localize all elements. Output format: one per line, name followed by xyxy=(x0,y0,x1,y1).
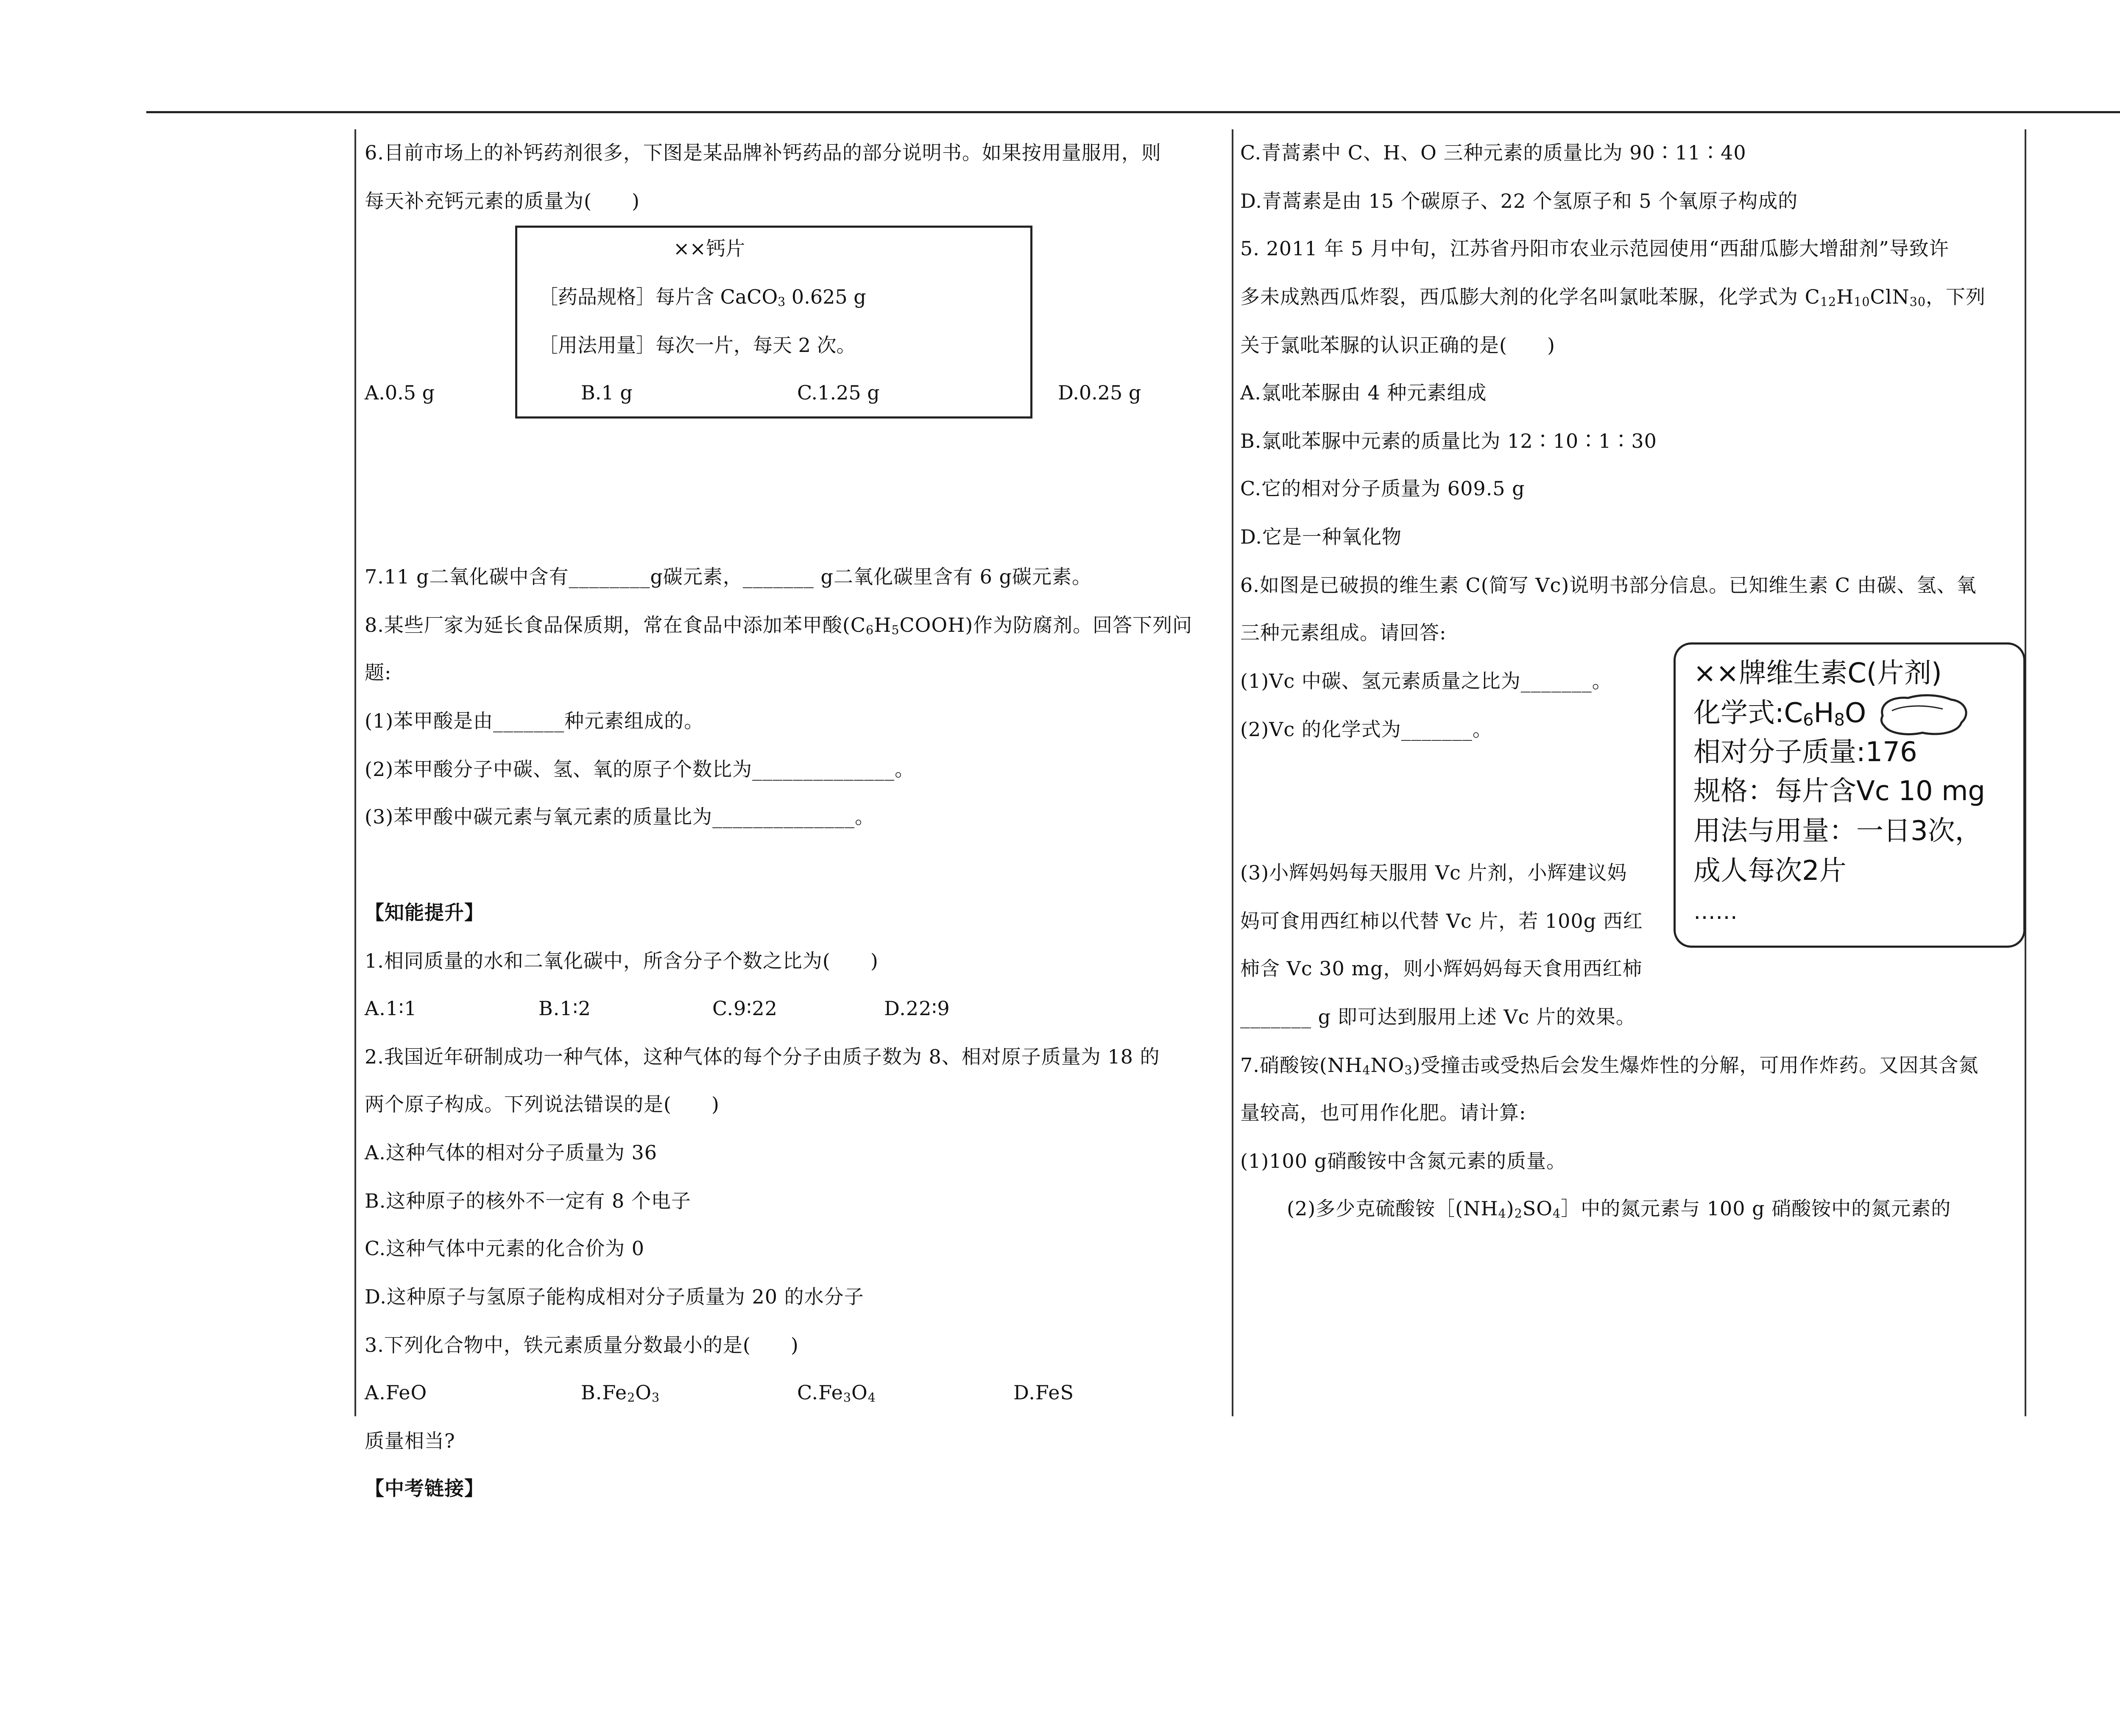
vitamin-c-label xyxy=(1674,642,2025,948)
q6-option-b: B.1 g xyxy=(581,381,633,404)
q5-option-a: A.氯吡苯脲由 4 种元素组成 xyxy=(1240,381,1487,404)
carry-over-text: 质量相当? xyxy=(365,1429,455,1452)
vc-part-1: (1)Vc 中碳、氢元素质量之比为_______。 xyxy=(1240,670,1612,692)
question-6-right-text-cont: 三种元素组成。请回答: xyxy=(1240,621,1447,644)
vc-part-3-cont: 妈可食用西红柿以代替 Vc 片，若 100g 西红 xyxy=(1240,910,1643,932)
improve-q1-option-a: A.1∶1 xyxy=(365,997,417,1020)
question-5-text-cont: 多未成熟西瓜炸裂，西瓜膨大剂的化学名叫氯吡苯脲，化学式为 $C_{12}H_{10}ClN_{30}$，下列 xyxy=(1240,285,1986,309)
vc-part-3-cont3: _______ g 即可达到服用上述 Vc 片的效果。 xyxy=(1240,1005,1636,1028)
ammonium-part-2: (2)多少克硫酸铵$[(NH_4)_2SO_4]$中的氮元素与 100 g 硝酸铵中的氮元素的 xyxy=(1287,1197,1951,1221)
question-6-right-text: 6.如图是已破损的维生素 C(简写 Vc)说明书部分信息。已知维生素 C 由碳、氢、氧 xyxy=(1240,574,1977,597)
calcium-label-spec: ［药品规格］每片含 CaCO$_3$ 0.625 g xyxy=(538,285,866,309)
improve-q3-option-a: A.FeO xyxy=(365,1381,427,1404)
left-border xyxy=(354,129,356,1416)
improve-q2-option-a: A.这种气体的相对分子质量为 36 xyxy=(365,1141,657,1164)
calcium-label-usage: ［用法用量］每次一片，每天 2 次。 xyxy=(538,334,856,357)
question-8-part-1: (1)苯甲酸是由_______种元素组成的。 xyxy=(365,709,704,732)
vc-label-more: …… xyxy=(1693,899,1738,924)
improve-q1-option-b: B.1∶2 xyxy=(538,997,591,1020)
q6-option-c: C.1.25 g xyxy=(797,381,880,404)
vc-label-formula: 化学式$:C_6H_8O$ xyxy=(1693,698,1866,730)
q5-option-c: C.它的相对分子质量为 609.5 g xyxy=(1240,477,1525,500)
improve-q3-option-c: $C.Fe_3O_4$ xyxy=(797,1381,876,1405)
improve-question-2-cont: 两个原子构成。下列说法错误的是( ) xyxy=(365,1093,720,1116)
vc-label-title: ××牌维生素C(片剂) xyxy=(1693,658,1942,689)
question-8-part-3: (3)苯甲酸中碳元素与氧元素的质量比为______________。 xyxy=(365,805,875,828)
improve-q1-option-d: D.22∶9 xyxy=(884,997,950,1020)
question-5-text: 5. 2011 年 5 月中旬，江苏省丹阳市农业示范园使用“西甜瓜膨大增甜剂”导致许 xyxy=(1240,237,1949,260)
q6-option-d: D.0.25 g xyxy=(1058,381,1141,404)
improve-q3-option-d: D.FeS xyxy=(1013,1381,1074,1404)
question-6-text-cont: 每天补充钙元素的质量为( ) xyxy=(365,190,640,212)
center-divider xyxy=(1232,129,1233,1416)
improve-q2-option-b: B.这种原子的核外不一定有 8 个电子 xyxy=(365,1189,691,1212)
vc-label-mass: 相对分子质量:176 xyxy=(1693,737,1917,768)
section-heading-improve: 【知能提升】 xyxy=(365,901,484,924)
vc-label-usage-cont: 成人每次2片 xyxy=(1693,855,1847,887)
question-5-text-cont2: 关于氯吡苯脲的认识正确的是( ) xyxy=(1240,334,1555,357)
question-7-right-text: 7.硝酸铵$(NH_4NO_3)$受撞击或受热后会发生爆炸性的分解，可用作炸药。又因其含氮 xyxy=(1240,1054,1979,1077)
improve-question-1: 1.相同质量的水和二氧化碳中，所含分子个数之比为( ) xyxy=(365,949,879,972)
artemisinin-option-c: C.青蒿素中 C、H、O 三种元素的质量比为 90∶11∶40 xyxy=(1240,141,1746,164)
vc-part-3: (3)小辉妈妈每天服用 Vc 片剂，小辉建议妈 xyxy=(1240,861,1627,884)
improve-q3-option-b: $B.Fe_2O_3$ xyxy=(581,1381,660,1405)
vc-label-usage: 用法与用量：一日3次， xyxy=(1693,815,1982,847)
question-7-right-text-cont: 量较高，也可用作化肥。请计算: xyxy=(1240,1101,1526,1124)
improve-q2-option-c: C.这种气体中元素的化合价为 0 xyxy=(365,1237,645,1260)
question-7-text: 7.11 g二氧化碳中含有________g碳元素，_______ g二氧化碳里含有 6 g碳元素。 xyxy=(365,565,1092,588)
calcium-label-title: ××钙片 xyxy=(673,237,745,260)
vc-part-3-cont2: 柿含 Vc 30 mg，则小辉妈妈每天食用西红柿 xyxy=(1240,957,1643,980)
vc-part-2: (2)Vc 的化学式为_______。 xyxy=(1240,718,1492,741)
q5-option-d: D.它是一种氧化物 xyxy=(1240,525,1402,548)
question-8-part-2: (2)苯甲酸分子中碳、氢、氧的原子个数比为______________。 xyxy=(365,758,915,781)
q5-option-b: B.氯吡苯脲中元素的质量比为 12∶10∶1∶30 xyxy=(1240,430,1657,452)
improve-question-3: 3.下列化合物中，铁元素质量分数最小的是( ) xyxy=(365,1334,799,1356)
section-heading-exam: 【中考链接】 xyxy=(365,1477,484,1500)
ammonium-part-1: (1)100 g硝酸铵中含氮元素的质量。 xyxy=(1240,1150,1567,1172)
ink-blot-icon xyxy=(1875,692,1972,739)
improve-question-2: 2.我国近年研制成功一种气体，这种气体的每个分子由质子数为 8、相对原子质量为 18 的 xyxy=(365,1045,1160,1068)
question-8-text-cont: 题: xyxy=(365,661,392,684)
question-8-text: 8.某些厂家为延长食品保质期，常在食品中添加苯甲酸$(C_6H_5COOH)$作为防腐剂。回答下列问 xyxy=(365,614,1193,637)
vc-label-spec: 规格：每片含Vc 10 mg xyxy=(1693,776,1986,807)
artemisinin-option-d: D.青蒿素是由 15 个碳原子、22 个氢原子和 5 个氧原子构成的 xyxy=(1240,190,1798,212)
top-rule xyxy=(146,111,2120,113)
question-6-text: 6.目前市场上的补钙药剂很多，下图是某品牌补钙药品的部分说明书。如果按用量服用，则 xyxy=(365,141,1161,164)
q6-option-a: A.0.5 g xyxy=(365,381,435,404)
improve-q1-option-c: C.9∶22 xyxy=(712,997,778,1020)
improve-q2-option-d: D.这种原子与氢原子能构成相对分子质量为 20 的水分子 xyxy=(365,1285,864,1308)
